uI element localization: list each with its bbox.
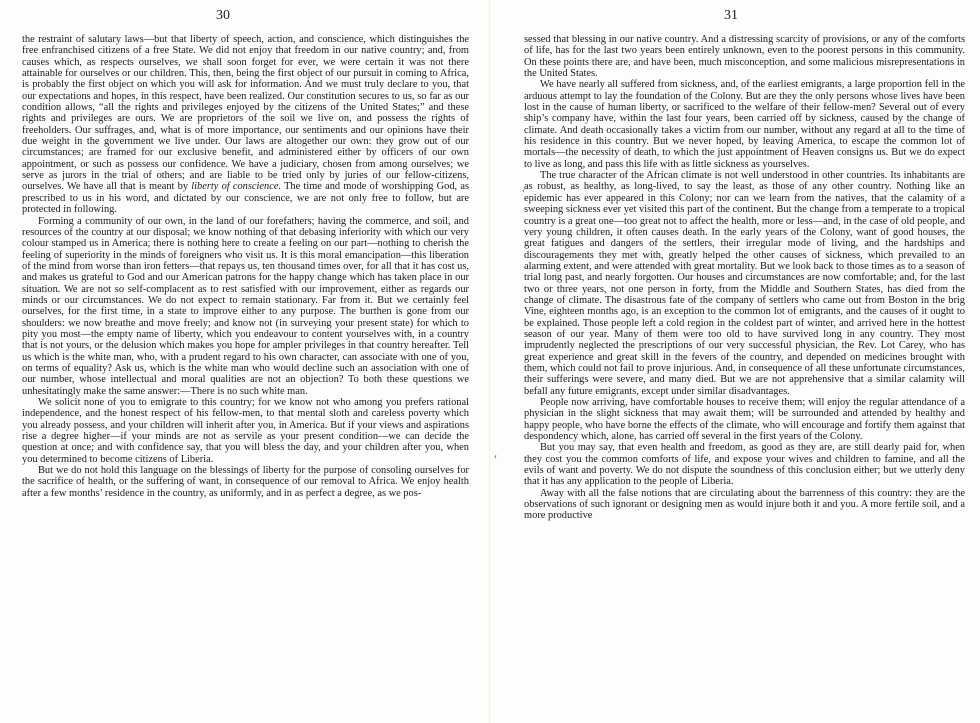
text-run: The true character of the African climate is not well understood in other countries. Its inhabitants are as robust, as healthy, as long-lived, to say the least, as those of any other country. Nothing like an epidemic has ever appeared in this Colony; nor can we learn from the natives, that the calamity of a sweeping sickness ever yet visited this part of the continent. But the change from a temperate to a tropical country is a great one—too great not to affect the health, more or less—and, in the case of old people, and very young children, it often causes death. In the early years of the Colony, want of good houses, the great fatigues and dangers of the settlers, their irregular mode of living, and the hardships and discouragements they met with, greatly helped the other causes of sickness, which prevailed to an alarming extent, and were attended with great mortality. But we look back to those times as to a season of trial long past, and nearly forgotten. Our houses and circumstances are now comfortable; and, for the last two or three years, not one person in forty, from the Middle and Southern States, has died from the change of climate. The disastrous fate of the company of settlers who came out from Boston in the brig Vine, eighteen months ago, is an exception to the common lot of emigrants, and the causes of it ought to be explained. Those people left a cold region in the coldest part of winter, and arrived here in the hottest season of our year. Many of them were too old to have survived long in any country. They most imprudently neglected the prescriptions of our very successful physician, the Rev. Lot Carey, who has great experience and great skill in the fevers of the country, and depended on medicines brought with them, which could not fail to prove injurious. And, in consequence of all these unfortunate circumstances, their sufferings were severe, and many died. But we are not apprehensive that a similar calamity will befall any future emigrants, except under similar disadvantages. (524, 170, 965, 397)
paragraph (22, 397, 469, 465)
paragraph (22, 216, 469, 398)
paragraph (524, 488, 965, 522)
text-run: People now arriving, have comfortable houses to receive them; will enjoy the regular attendance of a physician in the slight sickness that may await them; will be surrounded and attended by healthy and happy people, who have borne the effects of the climate, who will encourage and fortify them against that despondency which, alone, has carried off several in the first years of the Colony. (524, 397, 965, 443)
page-number-left: 30 (216, 8, 230, 23)
paragraph (524, 79, 965, 170)
gutter-mark: ‹ (522, 185, 525, 195)
text-run: But we do not hold this language on the blessings of liberty for the purpose of consoling ourselves for the sacrifice of health, or the suffering of want, in consequence of our removal to Africa. We enjoy health after a few months’ residence in the country, as uniformly, and in as perfect a degree, as we pos- (22, 465, 469, 499)
paragraph (22, 465, 469, 499)
text-run: We have nearly all suffered from sickness, and, of the earliest emigrants, a large proportion fell in the arduous attempt to lay the foundation of the Colony. But are they the only persons whose lives have been lost in the cause of human liberty, or sacrificed to the welfare of their fellow-men? Several out of every ship’s company have, within the last four years, been carried off by sickness, caused by the change of climate. And death occasionally takes a victim from our number, without any regard at all to the time of his residence in this country. But we never hoped, by leaving America, to escape the common lot of mortals—the necessity of death, to which the just appointment of Heaven consigns us. But we do expect to live as long, and pass this life with as little sickness as yourselves. (524, 79, 965, 170)
paragraph (524, 397, 965, 442)
text-run: the restraint of salutary laws—but that liberty of speech, action, and conscience, which distinguishes the free enfranchised citizens of a free State. We did not enjoy that freedom in our native country; and, from causes which, as respects ourselves, we shall soon forget for ever, we were certain it was not there attainable for ourselves or our children. This, then, being the first object of our pursuit in coming to Africa, is probably the first object on which you will ask for information. And we must truly declare to you, that our expectations and hopes, in this respect, have been realized. Our constitution secures to us, so far as our condition allows, “all the rights and privileges enjoyed by the citizens of the United States;” and these rights and privileges are ours. We are proprietors of the soil we live on, and possess the rights of freeholders. Our suffrages, and, what is of more importance, our sentiments and our opinions have their due weight in the government we live under. Our laws are altogether our own: they grow out of our circumstances; are framed for our exclusive benefit, and administered either by officers of our own appointment, or such as possess our confidence. We have a judiciary, chosen from among ourselves; we serve as jurors in the trial of others; and are liable to be tried only by juries of our fellow-citizens, ourselves. We have all that is meant by (22, 34, 469, 193)
text-run: Away with all the false notions that are circulating about the barrenness of this country: they are the observations of such ignorant or designing men as would injure both it and you. A more fertile soil, and a more productive (524, 487, 965, 522)
gutter-mark: ‹ (494, 451, 497, 461)
paragraph (524, 170, 965, 397)
text-run: The time and mode of worshipping God, as prescribed to us in his word, and dictated by our conscience, we are not only free to follow, but are protected in following. (22, 181, 470, 216)
left-page-body (22, 34, 469, 499)
paragraph (524, 442, 965, 487)
text-run: We solicit none of you to emigrate to this country; for we know not who among you prefers rational independence, and the honest respect of his fellow-men, to that mental sloth and careless poverty which you already possess, and your children will inherit after you, in America. But if your views and aspirations rise a degree higher—if your minds are not as servile as your present condition—we can decide the question at once; and with confidence say, that you will bless the day, and your children after you, when you determined to become citizens of Liberia. (22, 397, 469, 465)
text-run: But you may say, that even health and freedom, as good as they are, are still dearly paid for, when they cost you the common comforts of life, and expose your wives and children to famine, and all the evils of want and poverty. We do not dispute the soundness of this conclusion either; but we utterly deny that it has any application to the people of Liberia. (524, 442, 965, 488)
italic-phrase: liberty of conscience. (191, 181, 282, 193)
paragraph (524, 34, 965, 79)
text-run: Forming a community of our own, in the land of our forefathers; having the commerce, and soil, and resources of the country at our disposal; we know nothing of that debasing inferiority with which our very colour stamped us in America; there is nothing here to create a feeling on our part—nothing to cherish the feeling of superiority in the minds of foreigners who visit us. It is this moral emancipation—this liberation of the mind from worse than iron fetters—that repays us, ten thousand times over, for all that it has cost us, and makes us grateful to God and our American patrons for the happy change which has taken place in our situation. We are not so self-complacent as to rest satisfied with our improvement, either as regards our minds or our circumstances. We do not expect to remain stationary. Far from it. But we certainly feel ourselves, for the first time, in a state to improve either to any purpose. The burthen is gone from our shoulders: we now breathe and move freely; and know not (in surveying your present state) for which to pity you most—the empty name of liberty, which you endeavour to content yourselves with, in a country that is not yours, or the delusion which makes you hope for ampler privileges in that country hereafter. Tell us which is the white man, who, with a prudent regard to his own character, can associate with one of you, on terms of equality? Ask us, which is the white man who would decline such an association with one of our number, whose intellectual and moral qualities are not an objection? To both these questions we unhesitatingly make the same answer:—There is no such white man. (22, 215, 469, 397)
page-number-right: 31 (724, 8, 738, 23)
text-run: sessed that blessing in our native country. And a distressing scarcity of provisions, or any of the comforts of life, has for the last two years been entirely unknown, even to the poorest persons in this community. On these points there are, and have been, much misconception, and some malicious misrepresentations in the United States. (524, 34, 965, 80)
right-page-body (524, 34, 965, 522)
paragraph (22, 34, 469, 216)
right-page (490, 0, 980, 723)
